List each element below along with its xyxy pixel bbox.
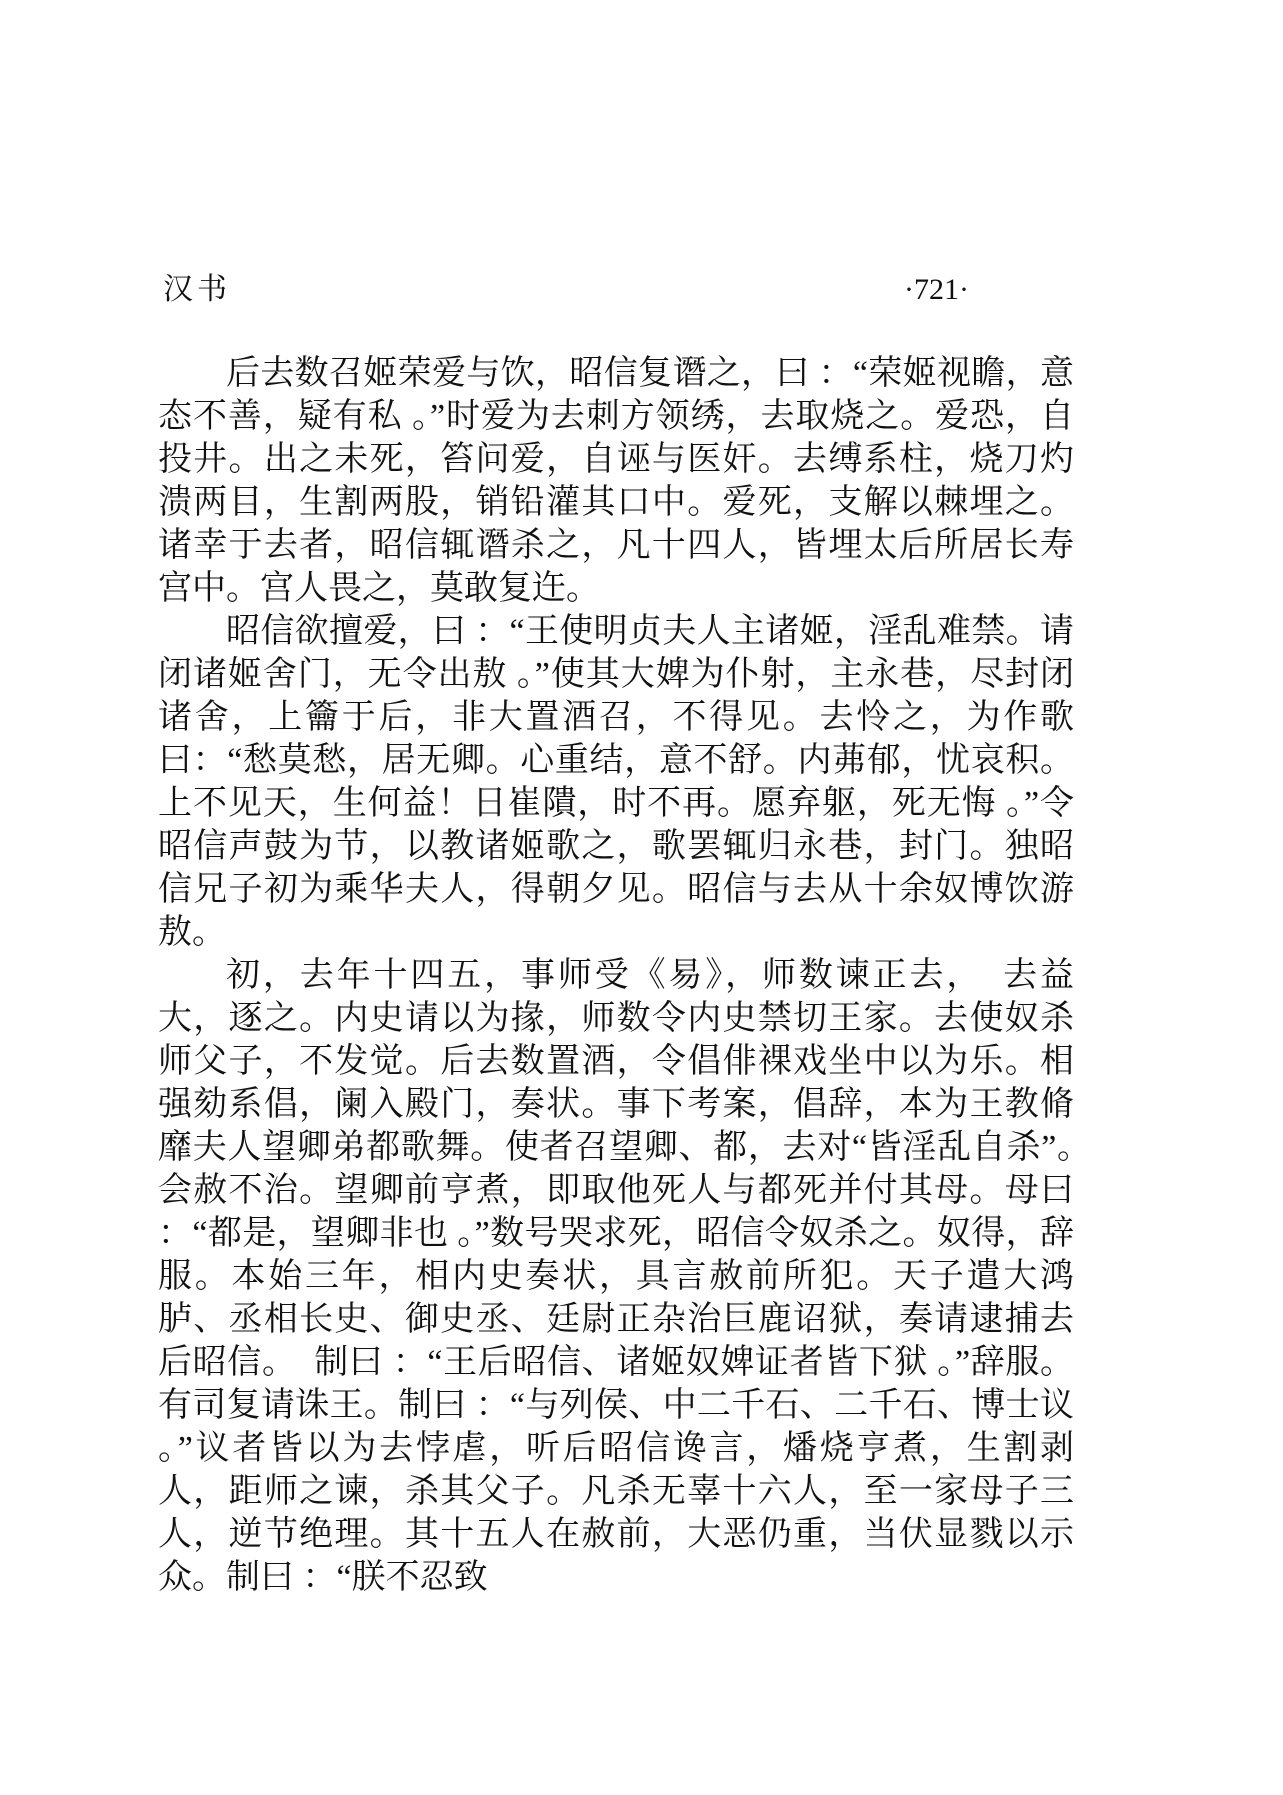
book-title: 汉书	[163, 273, 231, 306]
page-text-body	[158, 352, 1108, 1599]
paragraph-1: 后去数召姬荣爱与饮，昭信复谮之，曰 ：“荣姬视瞻，意态不善，疑有私 。”时爱为去刺方领绣，去取烧之。爱恐，自投井。出之未死，笞问爱，自诬与医奸。去缚系柱，烧刀灼溃两目，生割两股，销铅灌其口中。爱死，支解以棘埋之。诸幸于去者，昭信辄谮杀之，凡十四人，皆埋太后所居长寿宫中。宫人畏之，莫敢复迕。	[158, 355, 1074, 607]
paragraph-3: 初，去年十四五，事师受《易》，师数谏正去， 去益大，逐之。内史请以为掾，师数令内史禁切王家。去使奴杀师父子，不发觉。后去数置酒，令倡俳裸戏坐中以为乐。相强劾系倡，阑入殿门，奏状。事下考案，倡辞，本为王教脩靡夫人望卿弟都歌舞。使者召望卿、都，去对“皆淫乱自杀”。 会赦不治。望卿前亨煮，即取他死人与都死并付其母。母曰 ：“都是，望卿非也 。”数号哭求死，昭信令奴杀之。奴得，辞服。本始三年，相内史奏状，具言赦前所犯。天子遣大鸿胪、丞相长史、御史丞、廷尉正杂治巨鹿诏狱，奏请逮捕去后昭信。 制曰 ：“王后昭信、诸姬奴婢证者皆下狱 。”辞服。有司复请诛王。制曰 ：“与列侯、中二千石、二千石、博士议 。”议者皆以为去悖虐，听后昭信谗言，燔烧亨煮，生割剥人，距师之谏，杀其父子。凡杀无辜十六人，至一家母子三人，逆节绝理。其十五人在赦前，大恶仍重，当伏显戮以示众。制曰 ：“朕不忍致	[158, 957, 1108, 1596]
paragraph-2: 昭信欲擅爱，曰 ：“王使明贞夫人主诸姬，淫乱难禁。请闭诸姬舍门，无令出敖 。”使其大婢为仆射，主永巷，尽封闭诸舍，上籥于后，非大置酒召，不得见。去怜之，为作歌曰：“愁莫愁，居无卿。心重结，意不舒。内茀郁，忧哀积。上不见天，生何益！日崔隤，时不再。愿弃躯，死无悔 。”令昭信声鼓为节，以教诸姬歌之，歌罢辄归永巷，封门。独昭信兄子初为乘华夫人，得朝夕见。昭信与去从十余奴博饮游敖。	[158, 613, 1074, 951]
page-number: ·721·	[904, 273, 969, 306]
running-header	[160, 272, 1076, 308]
